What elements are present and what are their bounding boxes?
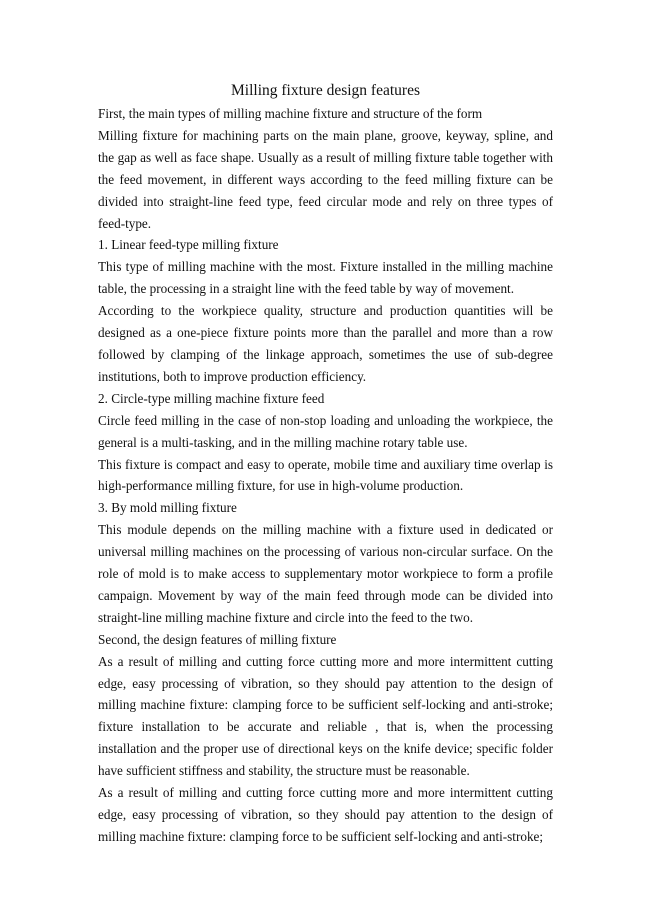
document-title: Milling fixture design features (231, 82, 420, 99)
paragraph-design-features-2: As a result of milling and cutting force cutting more and more intermittent cutting edge, easy processing of vibration, so they should pay attention to the design of milling machine fixture: clamping force to be sufficient self-locking and anti-stroke; (98, 785, 553, 844)
section-heading-main-types: First, the main types of milling machine fixture and structure of the form (98, 106, 483, 121)
document-page (98, 80, 553, 848)
paragraph-linear-feed-2: According to the workpiece quality, structure and production quantities will be designed as a one-piece fixture points more than the parallel and more than a row followed by clamping of the linkage approach, sometimes the use of sub-degree institutions, both to improve production efficiency. (98, 303, 553, 384)
paragraph-circle-feed-2: This fixture is compact and easy to operate, mobile time and auxiliary time overlap is high-performance milling fixture, for use in high-volume production. (98, 456, 553, 494)
section-heading-design-features: Second, the design features of milling fixture (98, 631, 337, 647)
paragraph-design-features-1: As a result of milling and cutting force cutting more and more intermittent cutting edge, easy processing of vibration, so they should pay attention to the design of milling machine fixture: clamping force to be sufficient self-locking and anti-stroke; fixture installation to be accurate and reliable , that is, when the processing installation and the proper use of directional keys on the knife device; specific folder have sufficient stiffness and stability, the structure must be reasonable. (98, 653, 553, 779)
subheading-circle-feed: 2. Circle-type milling machine fixture feed (98, 390, 325, 406)
subheading-mold-milling: 3. By mold milling fixture (98, 500, 237, 516)
paragraph-circle-feed-1: Circle feed milling in the case of non-stop loading and unloading the workpiece, the general is a multi-tasking, and in the milling machine rotary table use. (98, 412, 553, 450)
subheading-linear-feed: 1. Linear feed-type milling fixture (98, 237, 279, 253)
paragraph-mold-milling: This module depends on the milling machine with a fixture used in dedicated or universal milling machines on the processing of various non-circular surface. On the role of mold is to make access to supplementary motor workpiece to form a profile campaign. Movement by way of the main feed through mode can be divided into straight-line milling machine fixture and circle into the feed to the two. (98, 522, 553, 625)
paragraph-linear-feed-1: This type of milling machine with the most. Fixture installed in the milling machine table, the processing in a straight line with the feed table by way of movement. (98, 259, 553, 297)
paragraph-intro: Milling fixture for machining parts on the main plane, groove, keyway, spline, and the gap as well as face shape. Usually as a result of milling fixture table together with the feed movement, in different ways according to the feed milling fixture can be divided into straight-line feed type, feed circular mode and rely on three types of feed-type. (98, 127, 553, 231)
